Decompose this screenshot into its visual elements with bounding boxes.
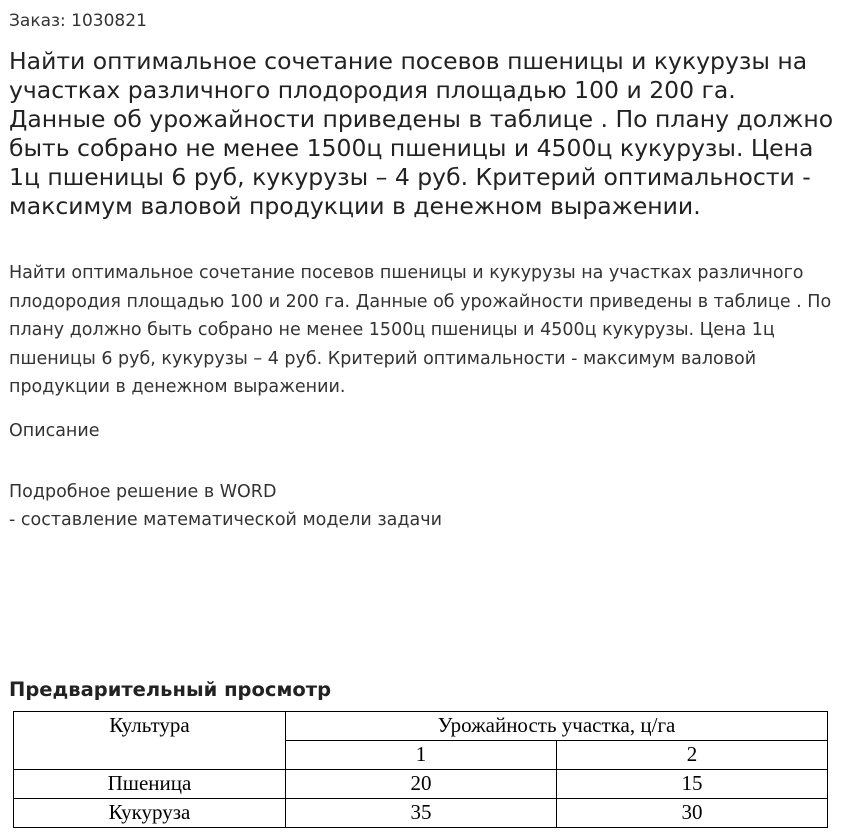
table-header-crop: Культура: [14, 712, 286, 770]
table-header-yield: Урожайность участка, ц/га: [286, 712, 828, 741]
order-number: Заказ: 1030821: [9, 11, 147, 31]
table-cell-value: 15: [557, 770, 828, 799]
table-subheader: 1: [286, 741, 557, 770]
table-row: [14, 799, 828, 828]
task-title: Найти оптимальное сочетание посевов пшеницы и кукурузы на участках различного плодородия площадью 100 и 200 га. Данные об урожайности приведены в таблице . По плану должно быть собрано не менее 1500ц пшеницы и 4500ц кукурузы. Цена 1ц пшеницы 6 руб, кукурузы – 4 руб. Критерий оптимальности - максимум валовой продукции в денежном выражении.: [9, 47, 834, 220]
table-cell-value: 30: [557, 799, 828, 828]
table-row: [14, 770, 828, 799]
table-header-row: [14, 712, 828, 741]
description-line: - составление математической модели задачи: [9, 510, 442, 530]
description-heading: Описание: [9, 421, 100, 441]
task-description: Найти оптимальное сочетание посевов пшеницы и кукурузы на участках различного плодородия площадью 100 и 200 га. Данные об урожайности приведены в таблице . По плану должно быть собрано не менее 1500ц пшеницы и 4500ц кукурузы. Цена 1ц пшеницы 6 руб, кукурузы – 4 руб. Критерий оптимальности - максимум валовой продукции в денежном выражении.: [9, 263, 832, 398]
preview-heading: Предварительный просмотр: [9, 678, 332, 701]
table-subheader: 2: [557, 741, 828, 770]
yield-table: [13, 711, 828, 828]
table-cell-crop: Пшеница: [14, 770, 286, 799]
table-cell-value: 35: [286, 799, 557, 828]
table-cell-value: 20: [286, 770, 557, 799]
description-line: Подробное решение в WORD: [9, 482, 277, 502]
table-cell-crop: Кукуруза: [14, 799, 286, 828]
